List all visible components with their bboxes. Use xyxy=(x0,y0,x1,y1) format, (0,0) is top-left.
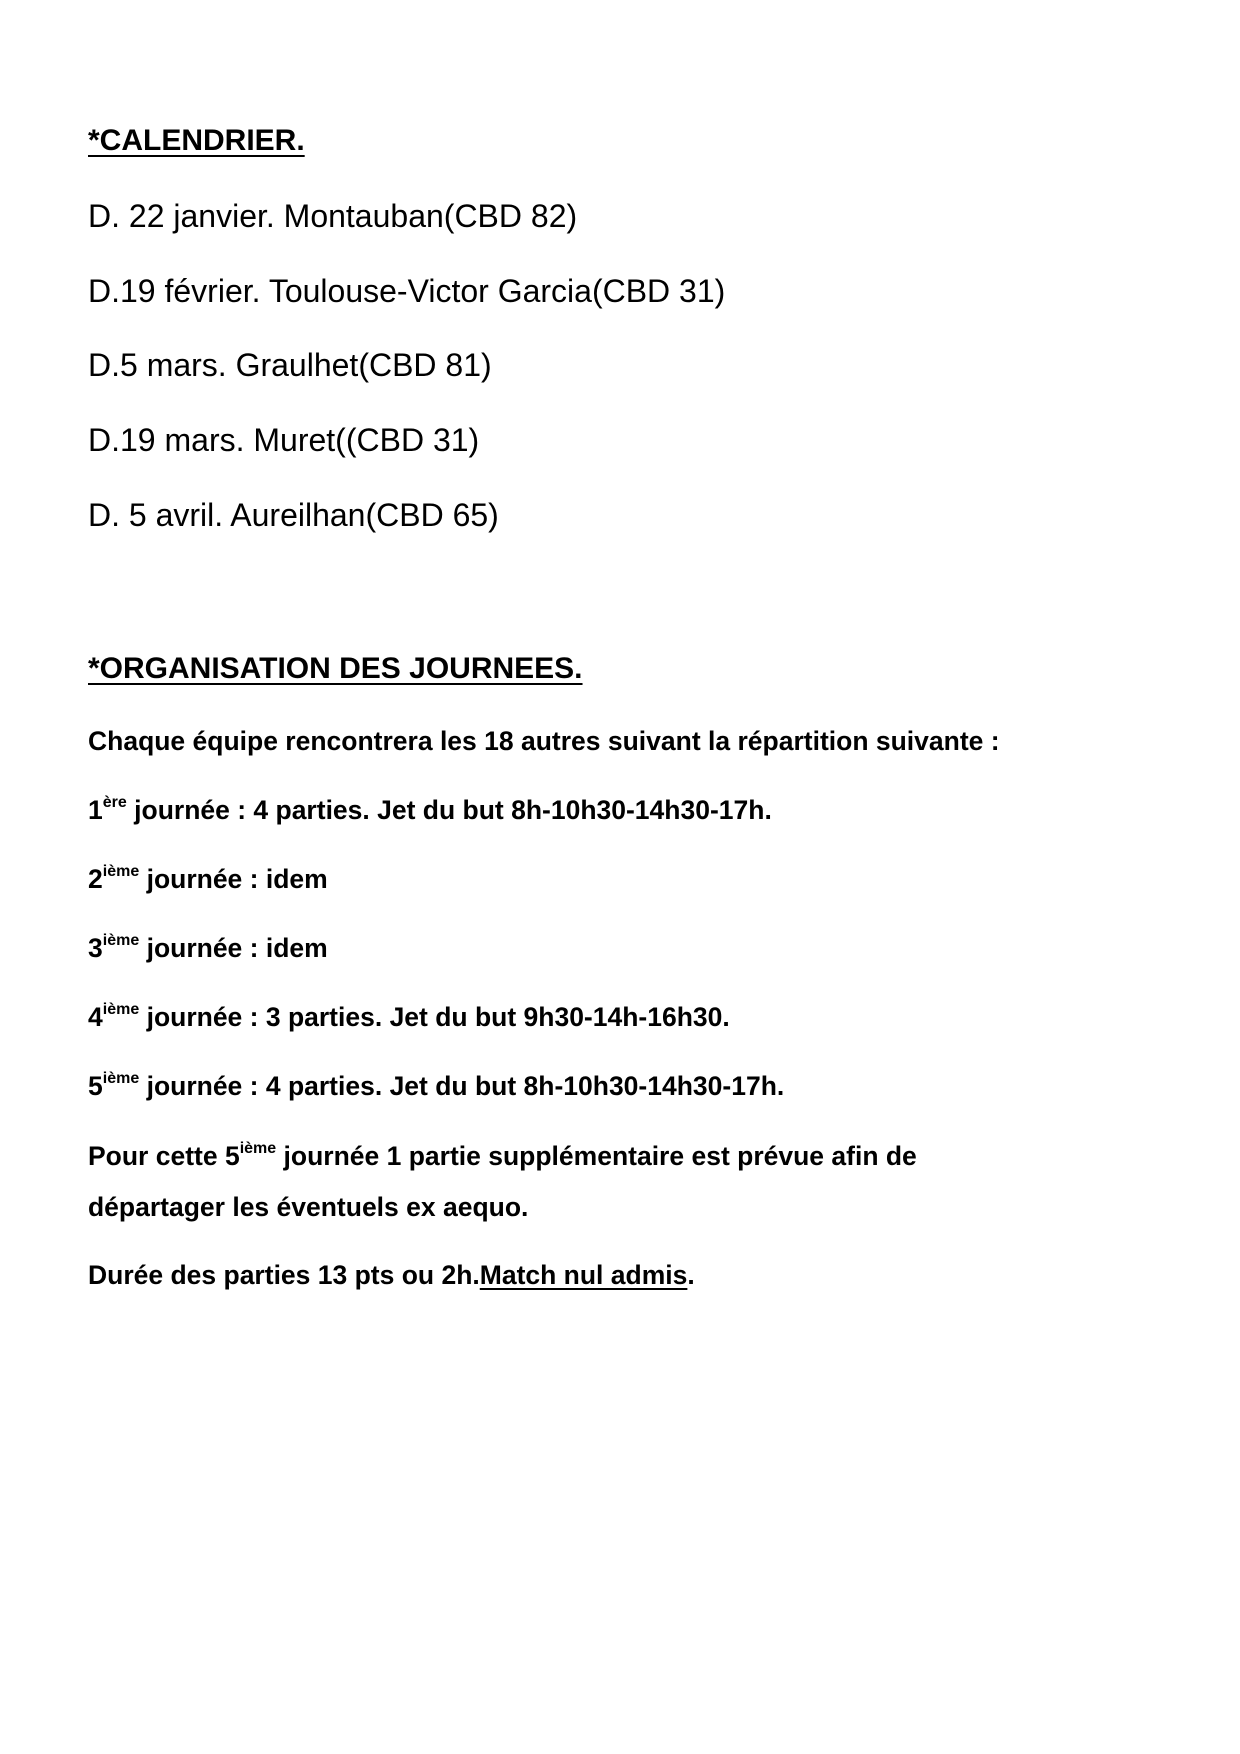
day-line xyxy=(88,863,328,894)
note-suffix: journée 1 partie supplémentaire est prévue afin de xyxy=(276,1141,917,1171)
note-line-2: départager les éventuels ex aequo. xyxy=(88,1192,529,1222)
calendar-item: D.5 mars. Graulhet(CBD 81) xyxy=(88,347,492,383)
note-line-1 xyxy=(88,1140,917,1171)
day-line xyxy=(88,932,328,963)
organisation-intro: Chaque équipe rencontrera les 18 autres suivant la répartition suivante : xyxy=(88,726,1000,756)
duration-line xyxy=(88,1262,695,1289)
day-line xyxy=(88,1001,730,1032)
note-prefix: Pour cette 5 xyxy=(88,1141,240,1171)
day-suffix: ième xyxy=(102,1070,140,1087)
day-line xyxy=(88,794,772,825)
calendar-heading: *CALENDRIER. xyxy=(88,124,305,157)
note-suffix-sup: ième xyxy=(239,1140,277,1157)
draw-allowed-text: Match nul admis xyxy=(479,1260,688,1290)
day-number: 1 xyxy=(88,795,103,825)
day-number: 3 xyxy=(88,933,103,963)
day-suffix: ième xyxy=(102,1001,140,1018)
day-number: 5 xyxy=(88,1071,103,1101)
calendar-item: D.19 mars. Muret((CBD 31) xyxy=(88,422,480,458)
day-text: journée : idem xyxy=(139,864,328,894)
day-suffix: ième xyxy=(102,932,140,949)
day-text: journée : 4 parties. Jet du but 8h-10h30-14h30-17h. xyxy=(139,1071,785,1101)
day-text: journée : 3 parties. Jet du but 9h30-14h-16h30. xyxy=(139,1002,730,1032)
day-text: journée : 4 parties. Jet du but 8h-10h30-14h30-17h. xyxy=(126,795,772,825)
duration-end: . xyxy=(687,1260,695,1290)
calendar-item: D. 5 avril. Aureilhan(CBD 65) xyxy=(88,497,499,533)
day-number: 4 xyxy=(88,1002,103,1032)
organisation-heading: *ORGANISATION DES JOURNEES. xyxy=(88,652,583,685)
calendar-item: D. 22 janvier. Montauban(CBD 82) xyxy=(88,198,578,234)
day-suffix: ère xyxy=(102,794,127,811)
duration-text: Durée des parties 13 pts ou 2h. xyxy=(88,1260,480,1290)
day-line xyxy=(88,1070,785,1101)
day-suffix: ième xyxy=(102,863,140,880)
day-number: 2 xyxy=(88,864,103,894)
day-text: journée : idem xyxy=(139,933,328,963)
calendar-item: D.19 février. Toulouse-Victor Garcia(CBD 31) xyxy=(88,273,726,309)
